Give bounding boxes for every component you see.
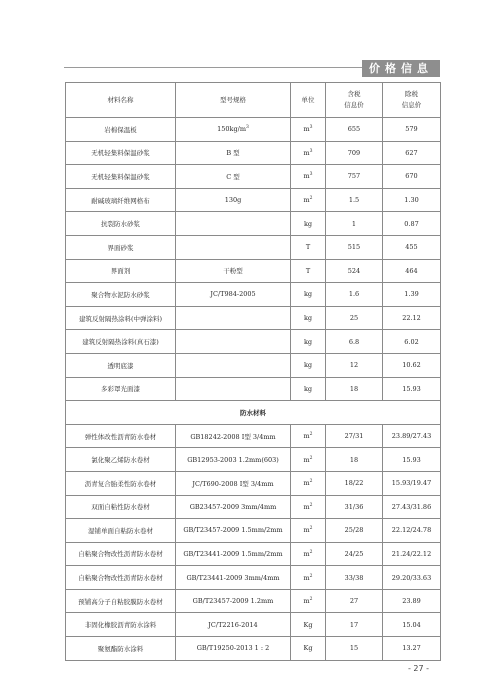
cell-price-with-tax-text: 18 [349, 455, 359, 464]
cell-price-with-tax-text: 27 [349, 597, 359, 606]
cell-spec-text: JC/T690-2008 Ⅰ型 3/4mm [192, 479, 274, 488]
cell-unit [291, 448, 326, 472]
cell-unit-superscript: 2 [309, 479, 313, 485]
cell-price-with-tax-text: 33/38 [344, 573, 364, 582]
cell-unit [291, 495, 326, 519]
cell-material-name-text: 非固化橡胶沥青防水涂料 [84, 621, 157, 630]
cell-spec [176, 212, 291, 236]
cell-material-name-text: 界面砂浆 [107, 243, 134, 252]
cell-price-with-tax-text: 18 [349, 384, 359, 393]
cell-unit-text: T [305, 243, 311, 252]
cell-price-without-tax [383, 495, 441, 519]
cell-price-with-tax-text: 1.5 [348, 196, 360, 205]
cell-material-name [66, 283, 176, 307]
cell-material-name-text: 建筑反射隔热涂料(中弹涂料) [78, 314, 163, 323]
cell-material-name-text: 自粘聚合物改性沥青防水卷材 [78, 574, 163, 583]
header-spec: 型号规格 [176, 83, 291, 118]
cell-unit [291, 613, 326, 637]
cell-price-without-tax [383, 235, 441, 259]
cell-material-name-text: 无机轻集料保温砂浆 [91, 172, 150, 181]
cell-unit-text: m [303, 196, 310, 205]
cell-spec [176, 188, 291, 212]
cell-price-without-tax [383, 353, 441, 377]
cell-price-without-tax [383, 613, 441, 637]
cell-material-name [66, 566, 176, 590]
cell-price-without-tax-text: 27.43/31.86 [391, 502, 432, 511]
table-row [66, 542, 441, 566]
cell-unit [291, 589, 326, 613]
cell-price-with-tax [326, 448, 383, 472]
cell-unit-superscript: 3 [309, 148, 313, 154]
cell-price-without-tax [383, 141, 441, 165]
cell-price-with-tax-text: 6.8 [348, 337, 360, 346]
cell-price-without-tax [383, 306, 441, 330]
cell-material-name [66, 118, 176, 142]
cell-price-without-tax-text: 579 [405, 125, 418, 134]
cell-price-without-tax-text: 15.93 [402, 455, 421, 464]
cell-unit-superscript: 2 [309, 431, 313, 437]
cell-price-with-tax-text: 655 [347, 125, 361, 134]
cell-unit-superscript: 2 [309, 195, 313, 201]
cell-spec [176, 330, 291, 354]
cell-price-with-tax-text: 1.6 [348, 290, 360, 299]
cell-spec-text: GB/T19250-2013 1 : 2 [196, 644, 270, 653]
cell-material-name-text: 预铺高分子自粘胶膜防水卷材 [78, 597, 163, 606]
cell-spec [176, 495, 291, 519]
cell-spec-text: GB/T23457-2009 1.5mm/2mm [183, 526, 283, 535]
cell-spec [176, 118, 291, 142]
cell-spec [176, 353, 291, 377]
cell-material-name-text: 无机轻集料保温砂浆 [91, 149, 150, 158]
cell-spec-text: GB/T23457-2009 1.2mm [192, 597, 274, 606]
cell-price-without-tax [383, 424, 441, 448]
cell-unit-text: m [303, 432, 310, 441]
cell-price-with-tax-text: 515 [347, 243, 361, 252]
cell-spec [176, 306, 291, 330]
cell-unit-superscript: 2 [309, 526, 313, 532]
cell-material-name [66, 377, 176, 401]
cell-spec-text: GB18242-2008 Ⅰ型 3/4mm [190, 432, 276, 441]
table-row [66, 613, 441, 637]
cell-spec [176, 235, 291, 259]
cell-material-name [66, 613, 176, 637]
cell-material-name [66, 542, 176, 566]
table-row [66, 212, 441, 236]
cell-material-name [66, 212, 176, 236]
cell-material-name [66, 330, 176, 354]
table-row [66, 495, 441, 519]
cell-unit-text: m [303, 172, 310, 181]
cell-spec [176, 613, 291, 637]
cell-unit-text: kg [303, 384, 313, 393]
cell-spec-text: B 型 [226, 149, 240, 158]
header-unit: 单位 [291, 83, 326, 118]
cell-material-name-text: 建筑反射隔热涂料(真石漆) [82, 338, 159, 347]
cell-price-without-tax [383, 118, 441, 142]
cell-material-name [66, 637, 176, 661]
table-row [66, 283, 441, 307]
section-row [66, 401, 441, 425]
cell-spec-text: GB12953-2003 1.2mm(603) [187, 455, 279, 464]
cell-material-name [66, 519, 176, 543]
header-price-with-tax [326, 83, 383, 118]
cell-spec-text: 150kg/m [217, 125, 246, 134]
cell-price-with-tax [326, 637, 383, 661]
price-table [65, 82, 441, 661]
table-section-waterproof [66, 401, 441, 425]
table-row [66, 566, 441, 590]
cell-spec [176, 519, 291, 543]
cell-unit-text: Kg [303, 644, 313, 653]
cell-price-with-tax-text: 1 [351, 219, 357, 228]
cell-unit-superscript: 3 [309, 125, 313, 131]
cell-price-without-tax-text: 670 [405, 172, 418, 181]
cell-unit [291, 353, 326, 377]
cell-price-without-tax-text: 15.93/19.47 [391, 479, 432, 488]
cell-unit-text: kg [303, 314, 313, 323]
table-row [66, 235, 441, 259]
cell-spec [176, 424, 291, 448]
cell-price-with-tax [326, 259, 383, 283]
cell-price-with-tax [326, 377, 383, 401]
header-price-without-tax [383, 83, 441, 118]
cell-material-name-text: 透明底漆 [107, 361, 134, 370]
cell-price-with-tax [326, 471, 383, 495]
table-row [66, 259, 441, 283]
cell-unit-text: kg [303, 337, 313, 346]
cell-price-with-tax [326, 566, 383, 590]
cell-spec [176, 377, 291, 401]
cell-unit-text: kg [303, 290, 313, 299]
cell-unit-text: m [303, 455, 310, 464]
cell-price-with-tax-text: 757 [347, 172, 361, 181]
cell-price-with-tax [326, 495, 383, 519]
cell-price-with-tax-text: 31/36 [344, 502, 364, 511]
cell-unit-superscript: 2 [309, 597, 313, 603]
cell-spec-text: 130g [224, 196, 242, 205]
cell-spec [176, 165, 291, 189]
cell-price-with-tax [326, 118, 383, 142]
cell-price-with-tax-text: 24/25 [344, 549, 364, 558]
cell-price-with-tax-text: 12 [349, 361, 359, 370]
cell-material-name-text: 岩棉保温板 [104, 125, 137, 134]
cell-price-without-tax-text: 21.24/22.12 [391, 549, 432, 558]
cell-price-with-tax-text: 18/22 [344, 479, 364, 488]
cell-unit-text: Kg [303, 620, 313, 629]
cell-spec [176, 259, 291, 283]
cell-unit-superscript: 2 [309, 502, 313, 508]
cell-price-without-tax [383, 377, 441, 401]
cell-material-name [66, 471, 176, 495]
cell-price-with-tax [326, 306, 383, 330]
cell-unit [291, 519, 326, 543]
cell-price-without-tax [383, 471, 441, 495]
cell-price-without-tax-text: 22.12/24.78 [391, 526, 432, 535]
cell-price-without-tax-text: 1.39 [404, 290, 419, 299]
cell-price-without-tax [383, 165, 441, 189]
cell-unit-text: m [303, 573, 310, 582]
cell-unit [291, 542, 326, 566]
cell-price-without-tax [383, 448, 441, 472]
cell-price-without-tax-text: 15.93 [402, 384, 421, 393]
table-body-insulation [66, 118, 441, 401]
cell-unit-text: m [303, 125, 310, 134]
cell-price-without-tax-text: 0.87 [404, 219, 419, 228]
cell-spec [176, 566, 291, 590]
cell-spec-text: GB/T23441-2009 3mm/4mm [186, 573, 280, 582]
cell-unit-text: kg [303, 361, 313, 370]
cell-unit-superscript: 2 [309, 455, 313, 461]
cell-unit [291, 118, 326, 142]
cell-price-without-tax [383, 212, 441, 236]
cell-unit-text: m [303, 479, 310, 488]
cell-price-without-tax-text: 29.20/33.63 [391, 573, 432, 582]
cell-unit [291, 188, 326, 212]
cell-material-name-text: 氯化聚乙烯防水卷材 [91, 456, 150, 465]
table-row [66, 424, 441, 448]
cell-unit [291, 165, 326, 189]
cell-price-without-tax [383, 542, 441, 566]
cell-price-without-tax-text: 23.89/27.43 [391, 432, 432, 441]
cell-spec-text: GB23457-2009 3mm/4mm [189, 502, 277, 511]
cell-price-without-tax [383, 589, 441, 613]
cell-spec-text: JC/T2216-2014 [208, 620, 258, 629]
cell-material-name-text: 湿铺单面自粘防水卷材 [88, 526, 153, 535]
cell-price-without-tax-text: 13.27 [402, 644, 421, 653]
header-without-tax-line1: 除税 [405, 90, 418, 98]
cell-material-name [66, 141, 176, 165]
cell-unit-superscript: 3 [309, 172, 313, 178]
cell-material-name [66, 589, 176, 613]
table-row [66, 519, 441, 543]
cell-spec-text: JC/T984-2005 [210, 290, 256, 299]
cell-price-without-tax-text: 15.04 [402, 620, 421, 629]
cell-unit-text: m [303, 549, 310, 558]
table-row [66, 188, 441, 212]
cell-spec [176, 471, 291, 495]
table-row [66, 353, 441, 377]
cell-price-with-tax [326, 235, 383, 259]
cell-price-with-tax [326, 330, 383, 354]
cell-price-without-tax-text: 23.89 [402, 597, 421, 606]
cell-unit [291, 637, 326, 661]
table-header-row [66, 83, 441, 118]
table-row [66, 165, 441, 189]
cell-spec-text: 干粉型 [223, 267, 243, 276]
cell-price-with-tax-text: 709 [347, 148, 361, 157]
cell-spec [176, 141, 291, 165]
cell-unit [291, 471, 326, 495]
cell-material-name-text: 耐碱玻璃纤维网格布 [91, 196, 150, 205]
cell-material-name-text: 双面自粘性防水卷材 [91, 503, 150, 512]
cell-unit [291, 283, 326, 307]
cell-price-without-tax-text: 627 [405, 148, 418, 157]
cell-price-with-tax [326, 283, 383, 307]
cell-price-with-tax-text: 25 [349, 314, 359, 323]
cell-price-with-tax-text: 524 [347, 266, 361, 275]
cell-price-with-tax-text: 15 [349, 644, 359, 653]
header-without-tax-line2: 信息价 [401, 101, 422, 109]
cell-unit [291, 235, 326, 259]
cell-unit-text: m [303, 148, 310, 157]
cell-spec-superscript: 3 [246, 125, 249, 131]
cell-price-with-tax [326, 589, 383, 613]
cell-unit [291, 330, 326, 354]
cell-price-with-tax [326, 353, 383, 377]
cell-price-with-tax [326, 519, 383, 543]
section-title: 防水材料 [66, 401, 441, 425]
cell-price-with-tax [326, 424, 383, 448]
cell-unit [291, 141, 326, 165]
cell-material-name [66, 165, 176, 189]
cell-price-without-tax-text: 455 [405, 243, 418, 252]
cell-spec [176, 637, 291, 661]
cell-material-name-text: 界面剂 [110, 267, 131, 276]
cell-price-with-tax-text: 25/28 [344, 526, 364, 535]
cell-price-without-tax [383, 566, 441, 590]
cell-price-without-tax [383, 637, 441, 661]
cell-unit-text: m [303, 597, 310, 606]
cell-material-name [66, 188, 176, 212]
table-row [66, 330, 441, 354]
cell-material-name-text: 弹性体改性沥青防水卷材 [84, 432, 157, 441]
table-row [66, 637, 441, 661]
cell-unit-text: m [303, 502, 310, 511]
header-with-tax-line1: 含税 [347, 90, 361, 98]
table-row [66, 141, 441, 165]
cell-unit [291, 259, 326, 283]
section-tag: 价格信息 [362, 60, 440, 77]
cell-unit [291, 377, 326, 401]
table-row [66, 448, 441, 472]
cell-unit [291, 212, 326, 236]
cell-price-without-tax [383, 330, 441, 354]
cell-unit-text: T [305, 266, 311, 275]
cell-price-with-tax [326, 542, 383, 566]
cell-spec-text: GB/T23441-2009 1.5mm/2mm [183, 549, 283, 558]
cell-price-with-tax-text: 27/31 [344, 432, 364, 441]
cell-material-name [66, 306, 176, 330]
cell-unit [291, 566, 326, 590]
cell-material-name-text: 聚氨酯防水涂料 [97, 644, 144, 653]
cell-unit-superscript: 2 [309, 573, 313, 579]
cell-unit-text: m [303, 526, 310, 535]
cell-price-without-tax [383, 259, 441, 283]
cell-material-name [66, 424, 176, 448]
cell-price-without-tax-text: 1.30 [404, 196, 419, 205]
cell-material-name [66, 259, 176, 283]
cell-price-without-tax [383, 519, 441, 543]
cell-spec [176, 542, 291, 566]
table-row [66, 377, 441, 401]
cell-price-with-tax [326, 188, 383, 212]
cell-unit-text: kg [303, 219, 313, 228]
cell-material-name [66, 235, 176, 259]
cell-material-name [66, 448, 176, 472]
cell-unit [291, 306, 326, 330]
cell-unit [291, 424, 326, 448]
cell-material-name-text: 自粘聚合物改性沥青防水卷材 [78, 550, 163, 559]
cell-price-with-tax [326, 141, 383, 165]
cell-spec-text: C 型 [226, 172, 240, 181]
cell-material-name [66, 495, 176, 519]
page-number: - 27 - [408, 664, 430, 673]
cell-material-name-text: 聚合物水泥防水砂浆 [91, 290, 150, 299]
cell-price-with-tax-text: 17 [349, 620, 359, 629]
cell-price-with-tax [326, 212, 383, 236]
cell-price-without-tax [383, 188, 441, 212]
cell-price-without-tax-text: 464 [405, 266, 418, 275]
cell-material-name-text: 沥青复合胎柔性防水卷材 [84, 479, 157, 488]
cell-material-name [66, 353, 176, 377]
table-row [66, 589, 441, 613]
cell-price-without-tax-text: 6.02 [404, 337, 419, 346]
cell-price-with-tax [326, 613, 383, 637]
header-with-tax-line2: 信息价 [344, 101, 364, 109]
cell-spec [176, 448, 291, 472]
cell-spec [176, 283, 291, 307]
cell-unit-superscript: 2 [309, 549, 313, 555]
table-row [66, 118, 441, 142]
cell-material-name-text: 抗裂防水砂浆 [101, 220, 140, 229]
table-row [66, 306, 441, 330]
cell-price-without-tax [383, 283, 441, 307]
cell-price-without-tax-text: 22.12 [402, 314, 421, 323]
table-row [66, 471, 441, 495]
header-material-name: 材料名称 [66, 83, 176, 118]
cell-material-name-text: 多彩罩光面漆 [101, 385, 140, 394]
cell-price-without-tax-text: 10.62 [402, 361, 421, 370]
cell-price-with-tax [326, 165, 383, 189]
cell-spec [176, 589, 291, 613]
table-body-waterproof [66, 424, 441, 660]
